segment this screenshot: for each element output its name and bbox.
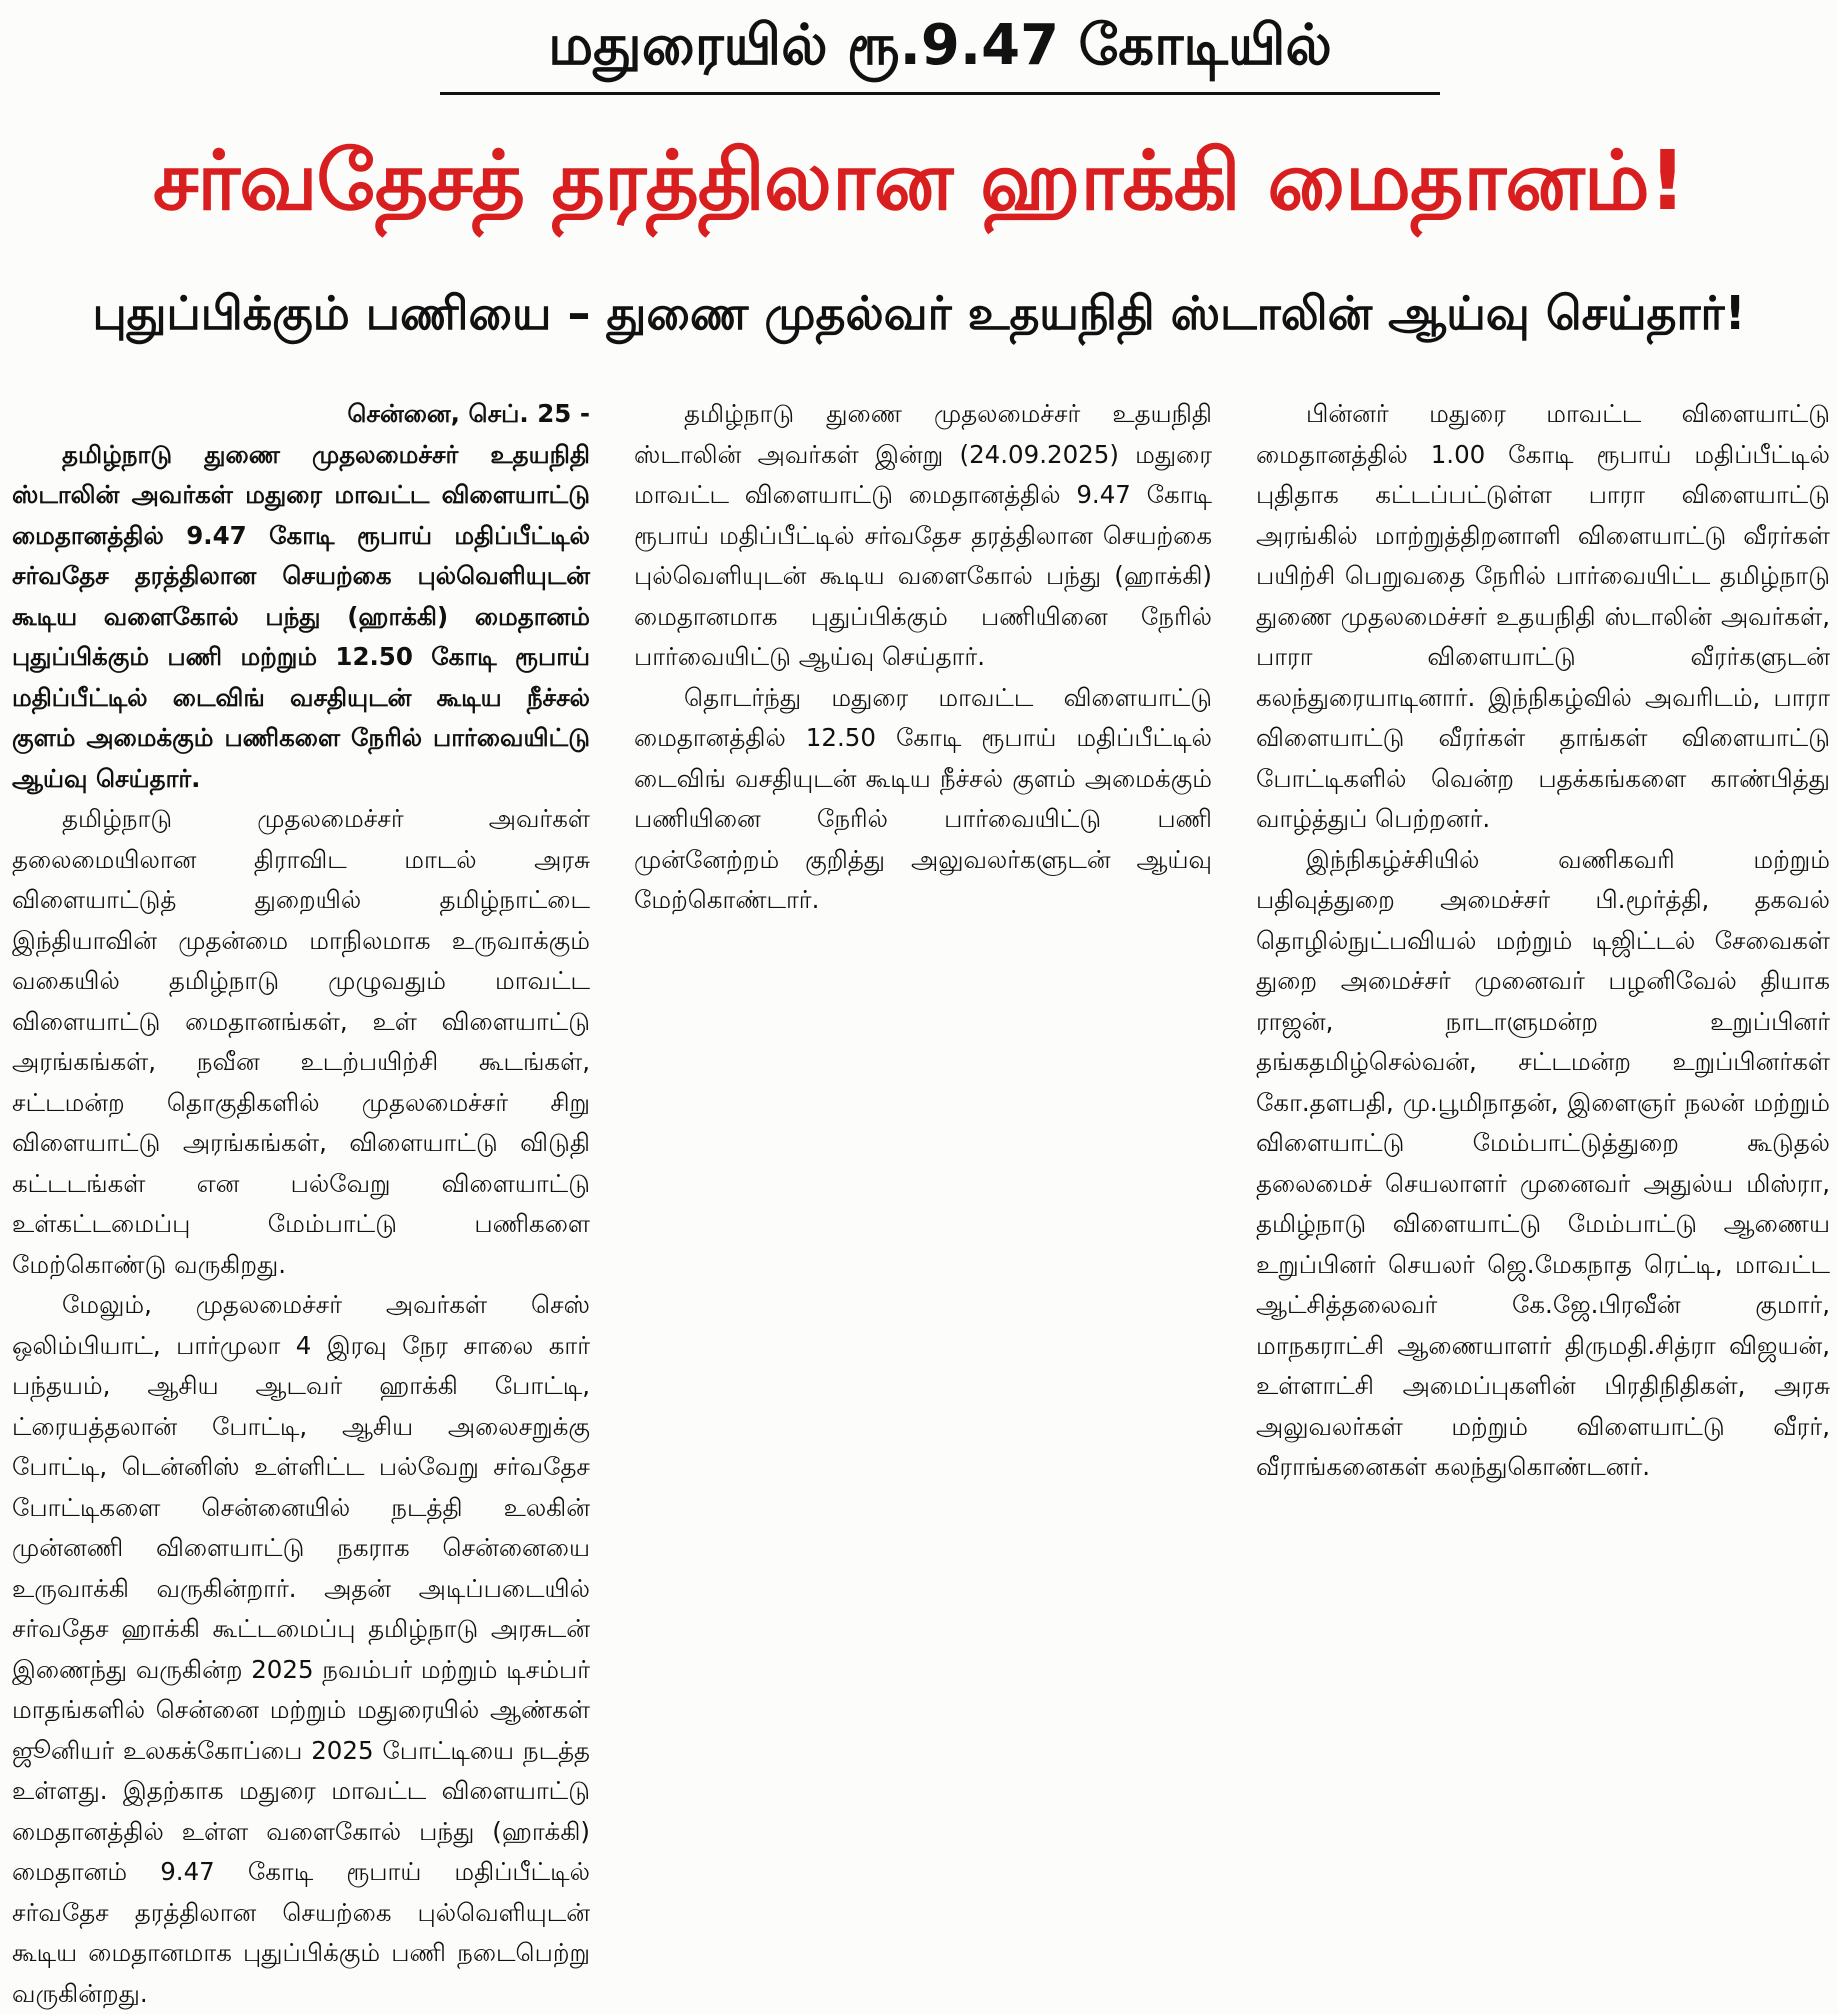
- main-headline: சர்வதேசத் தரத்திலான ஹாக்கி மைதானம்!: [152, 134, 1686, 229]
- paragraph-4: தொடர்ந்து மதுரை மாவட்ட விளையாட்டு மைதானத்தில் 12.50 கோடி ரூபாய் மதிப்பீட்டில் டைவிங் வசதியுடன் கூடிய நீச்சல் குளம் அமைக்கும் பணியினை நேரில் பார்வையிட்டு பணி முன்னேற்றம் குறித்து அலுவலர்களுடன் ஆய்வு மேற்கொண்டார்.: [634, 682, 1212, 914]
- paragraph-3: தமிழ்நாடு துணை முதலமைச்சர் உதயநிதி ஸ்டாலின் அவர்கள் இன்று (24.09.2025) மதுரை மாவட்ட விளையாட்டு மைதானத்தில் 9.47 கோடி ரூபாய் மதிப்பீட்டில் சர்வதேச தரத்திலான செயற்கை புல்வெளியுடன் கூடிய வளைகோல் பந்து (ஹாக்கி) மைதானமாக புதுப்பிக்கும் பணியினை நேரில் பார்வையிட்டு ஆய்வு செய்தார்.: [634, 399, 1212, 671]
- paragraph-5: பின்னர் மதுரை மாவட்ட விளையாட்டு மைதானத்தில் 1.00 கோடி ரூபாய் மதிப்பீட்டில் புதிதாக கட்டப்பட்டுள்ள பாரா விளையாட்டு அரங்கில் மாற்றுத்திறனாளி விளையாட்டு வீரர்கள் பயிற்சி பெறுவதை நேரில் பார்வையிட்ட தமிழ்நாடு துணை முதலமைச்சர் உதயநிதி ஸ்டாலின் அவர்கள், பாரா விளையாட்டு வீரர்களுடன் கலந்துரையாடினார். இந்நிகழ்வில் அவரிடம், பாரா விளையாட்டு வீரர்கள் தாங்கள் விளையாட்டு போட்டிகளில் வென்ற பதக்கங்களை காண்பித்து வாழ்த்துப் பெற்றனர்.: [1256, 399, 1830, 833]
- lead-paragraph: தமிழ்நாடு துணை முதலமைச்சர் உதயநிதி ஸ்டாலின் அவர்கள் மதுரை மாவட்ட விளையாட்டு மைதானத்தில் 9.47 கோடி ரூபாய் மதிப்பீட்டில் சர்வதேச தரத்திலான செயற்கை புல்வெளியுடன் கூடிய வளைகோல் பந்து (ஹாக்கி) மைதானம் புதுப்பிக்கும் பணி மற்றும் 12.50 கோடி ரூபாய் மதிப்பீட்டில் டைவிங் வசதியுடன் கூடிய நீச்சல் குளம் அமைக்கும் பணிகளை நேரில் பார்வையிட்டு ஆய்வு செய்தார்.: [12, 439, 590, 793]
- article-column-3: [1256, 394, 1830, 1610]
- article-column-2: [634, 394, 1212, 1610]
- sub-headline: புதுப்பிக்கும் பணியை – துணை முதல்வர் உதயநிதி ஸ்டாலின் ஆய்வு செய்தார்!: [92, 286, 1746, 340]
- dateline: சென்னை, செப். 25 -: [347, 399, 590, 428]
- paragraph-6: இந்நிகழ்ச்சியில் வணிகவரி மற்றும் பதிவுத்துறை அமைச்சர் பி.மூர்த்தி, தகவல் தொழில்நுட்பவியல் மற்றும் டிஜிட்டல் சேவைகள் துறை அமைச்சர் முனைவர் பழனிவேல் தியாக ராஜன், நாடாளுமன்ற உறுப்பினர் தங்கதமிழ்செல்வன், சட்டமன்ற உறுப்பினர்கள் கோ.தளபதி, மு.பூமிநாதன், இளைஞர் நலன் மற்றும் விளையாட்டு மேம்பாட்டுத்துறை கூடுதல் தலைமைச் செயலாளர் முனைவர் அதுல்ய மிஸ்ரா, தமிழ்நாடு விளையாட்டு மேம்பாட்டு ஆணைய உறுப்பினர் செயலர் ஜெ.மேகநாத ரெட்டி, மாவட்ட ஆட்சித்தலைவர் கே.ஜே.பிரவீன் குமார், மாநகராட்சி ஆணையாளர் திருமதி.சித்ரா விஜயன், உள்ளாட்சி அமைப்புகளின் பிரதிநிதிகள், அரசு அலுவலர்கள் மற்றும் விளையாட்டு வீரர், வீராங்கனைகள் கலந்துகொண்டனர்.: [1256, 844, 1830, 1481]
- kicker-headline: மதுரையில் ரூ.9.47 கோடியில்: [548, 13, 1332, 78]
- kicker-underline: [440, 92, 1440, 95]
- paragraph-2: மேலும், முதலமைச்சர் அவர்கள் செஸ் ஒலிம்பியாட், பார்முலா 4 இரவு நேர சாலை கார் பந்தயம், ஆசிய ஆடவர் ஹாக்கி போட்டி, ட்ரையத்தலான் போட்டி, ஆசிய அலைசறுக்கு போட்டி, டென்னிஸ் உள்ளிட்ட பல்வேறு சர்வதேச போட்டிகளை சென்னையில் நடத்தி உலகின் முன்னணி விளையாட்டு நகராக சென்னையை உருவாக்கி வருகின்றார். அதன் அடிப்படையில் சர்வதேச ஹாக்கி கூட்டமைப்பு தமிழ்நாடு அரசுடன் இணைந்து வருகின்ற 2025 நவம்பர் மற்றும் டிசம்பர் மாதங்களில் சென்னை மற்றும் மதுரையில் ஆண்கள் ஜூனியர் உலகக்கோப்பை 2025 போட்டியை நடத்த உள்ளது. இதற்காக மதுரை மாவட்ட விளையாட்டு மைதானத்தில் உள்ள வளைகோல் பந்து (ஹாக்கி) மைதானம் 9.47 கோடி ரூபாய் மதிப்பீட்டில் சர்வதேச தரத்திலான செயற்கை புல்வெளியுடன் கூடிய மைதானமாக புதுப்பிக்கும் பணி நடைபெற்று வருகின்றது.: [12, 1290, 590, 2008]
- article-column-1: [12, 394, 590, 2008]
- paragraph-1: தமிழ்நாடு முதலமைச்சர் அவர்கள் தலைமையிலான திராவிட மாடல் அரசு விளையாட்டுத் துறையில் தமிழ்நாட்டை இந்தியாவின் முதன்மை மாநிலமாக உருவாக்கும் வகையில் தமிழ்நாடு முழுவதும் மாவட்ட விளையாட்டு மைதானங்கள், உள் விளையாட்டு அரங்கங்கள், நவீன உடற்பயிற்சி கூடங்கள், சட்டமன்ற தொகுதிகளில் முதலமைச்சர் சிறு விளையாட்டு அரங்கங்கள், விளையாட்டு விடுதி கட்டடங்கள் என பல்வேறு விளையாட்டு உள்கட்டமைப்பு மேம்பாட்டு பணிகளை மேற்கொண்டு வருகிறது.: [12, 804, 590, 1279]
